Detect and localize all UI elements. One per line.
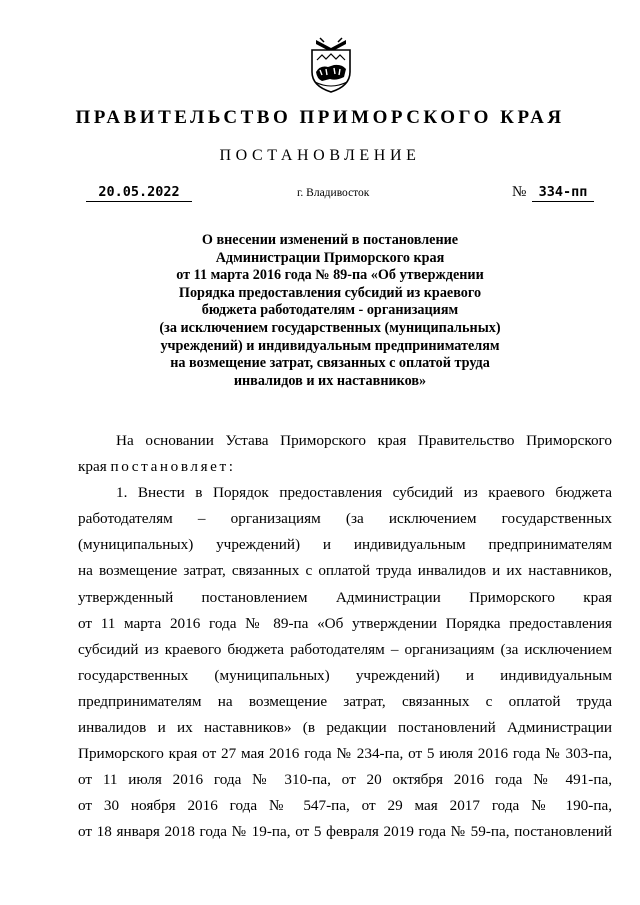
document-type: ПОСТАНОВЛЕНИЕ (219, 147, 421, 164)
number-sign: № (512, 184, 527, 200)
body-line: (муниципальных) учреждений) и индивидуальным предпринимателям (78, 536, 612, 554)
body-line: на возмещение затрат, связанных с оплатой труда инвалидов и их наставников, (78, 562, 612, 580)
body-line: предпринимателям на возмещение затрат, связанных с оплатой труда (78, 692, 612, 710)
body-line: от 30 ноября 2016 года № 547-па, от 29 мая 2017 года № 190-па, (78, 797, 612, 815)
body-line: от 18 января 2018 года № 19-па, от 5 февраля 2019 года № 59-па, постановлений (78, 823, 612, 841)
title-line: бюджета работодателям - организациям (201, 302, 459, 319)
body-line: Приморского края от 27 мая 2016 года № 234-па, от 5 июля 2016 года № 303-па, (78, 745, 612, 763)
title-line: (за исключением государственных (муниципальных) (159, 319, 501, 336)
body-text: края (78, 458, 111, 476)
title-line: на возмещение затрат, связанных с оплатой труда (170, 355, 490, 372)
document-city: г. Владивосток (297, 187, 370, 199)
body-line: от 11 марта 2016 года № 89-па «Об утверждении Порядка предоставления (78, 614, 612, 632)
title-line: Администрации Приморского края (215, 249, 445, 266)
title-line: О внесении изменений в постановление (201, 232, 459, 248)
body-line: работодателям – организациям (за исключением государственных (78, 510, 612, 528)
document-title (120, 232, 540, 390)
body-line: государственных (муниципальных) учреждений) и индивидуальным (78, 666, 612, 684)
body-line (78, 454, 612, 480)
body-line: субсидий из краевого бюджета работодателям – организациям (за исключением (78, 640, 612, 658)
government-title: ПРАВИТЕЛЬСТВО ПРИМОРСКОГО КРАЯ (75, 107, 565, 128)
document-date: 20.05.2022 (86, 184, 192, 202)
resolves-word: постановляет: (110, 458, 236, 476)
body-line: от 11 июля 2016 года № 310-па, от 20 октября 2016 года № 491-па, (78, 771, 612, 789)
coat-of-arms-emblem (306, 34, 356, 94)
title-line: от 11 марта 2016 года № 89-па «Об утверждении (176, 267, 484, 284)
body-line: 1. Внести в Порядок предоставления субсидий из краевого бюджета (116, 484, 612, 502)
document-number: 334-пп (532, 184, 594, 202)
body-line: инвалидов и их наставников» (в редакции постановлений Администрации (78, 719, 612, 737)
body-line: утвержденный постановлением Администрации Приморского края (78, 588, 612, 606)
body-line: На основании Устава Приморского края Правительство Приморского (116, 432, 612, 449)
title-line: учреждений) и индивидуальным предпринимателям (160, 337, 500, 354)
document-body (78, 428, 612, 846)
title-line: Порядка предоставления субсидий из краевого (178, 284, 482, 301)
title-line: инвалидов и их наставников» (233, 372, 427, 389)
